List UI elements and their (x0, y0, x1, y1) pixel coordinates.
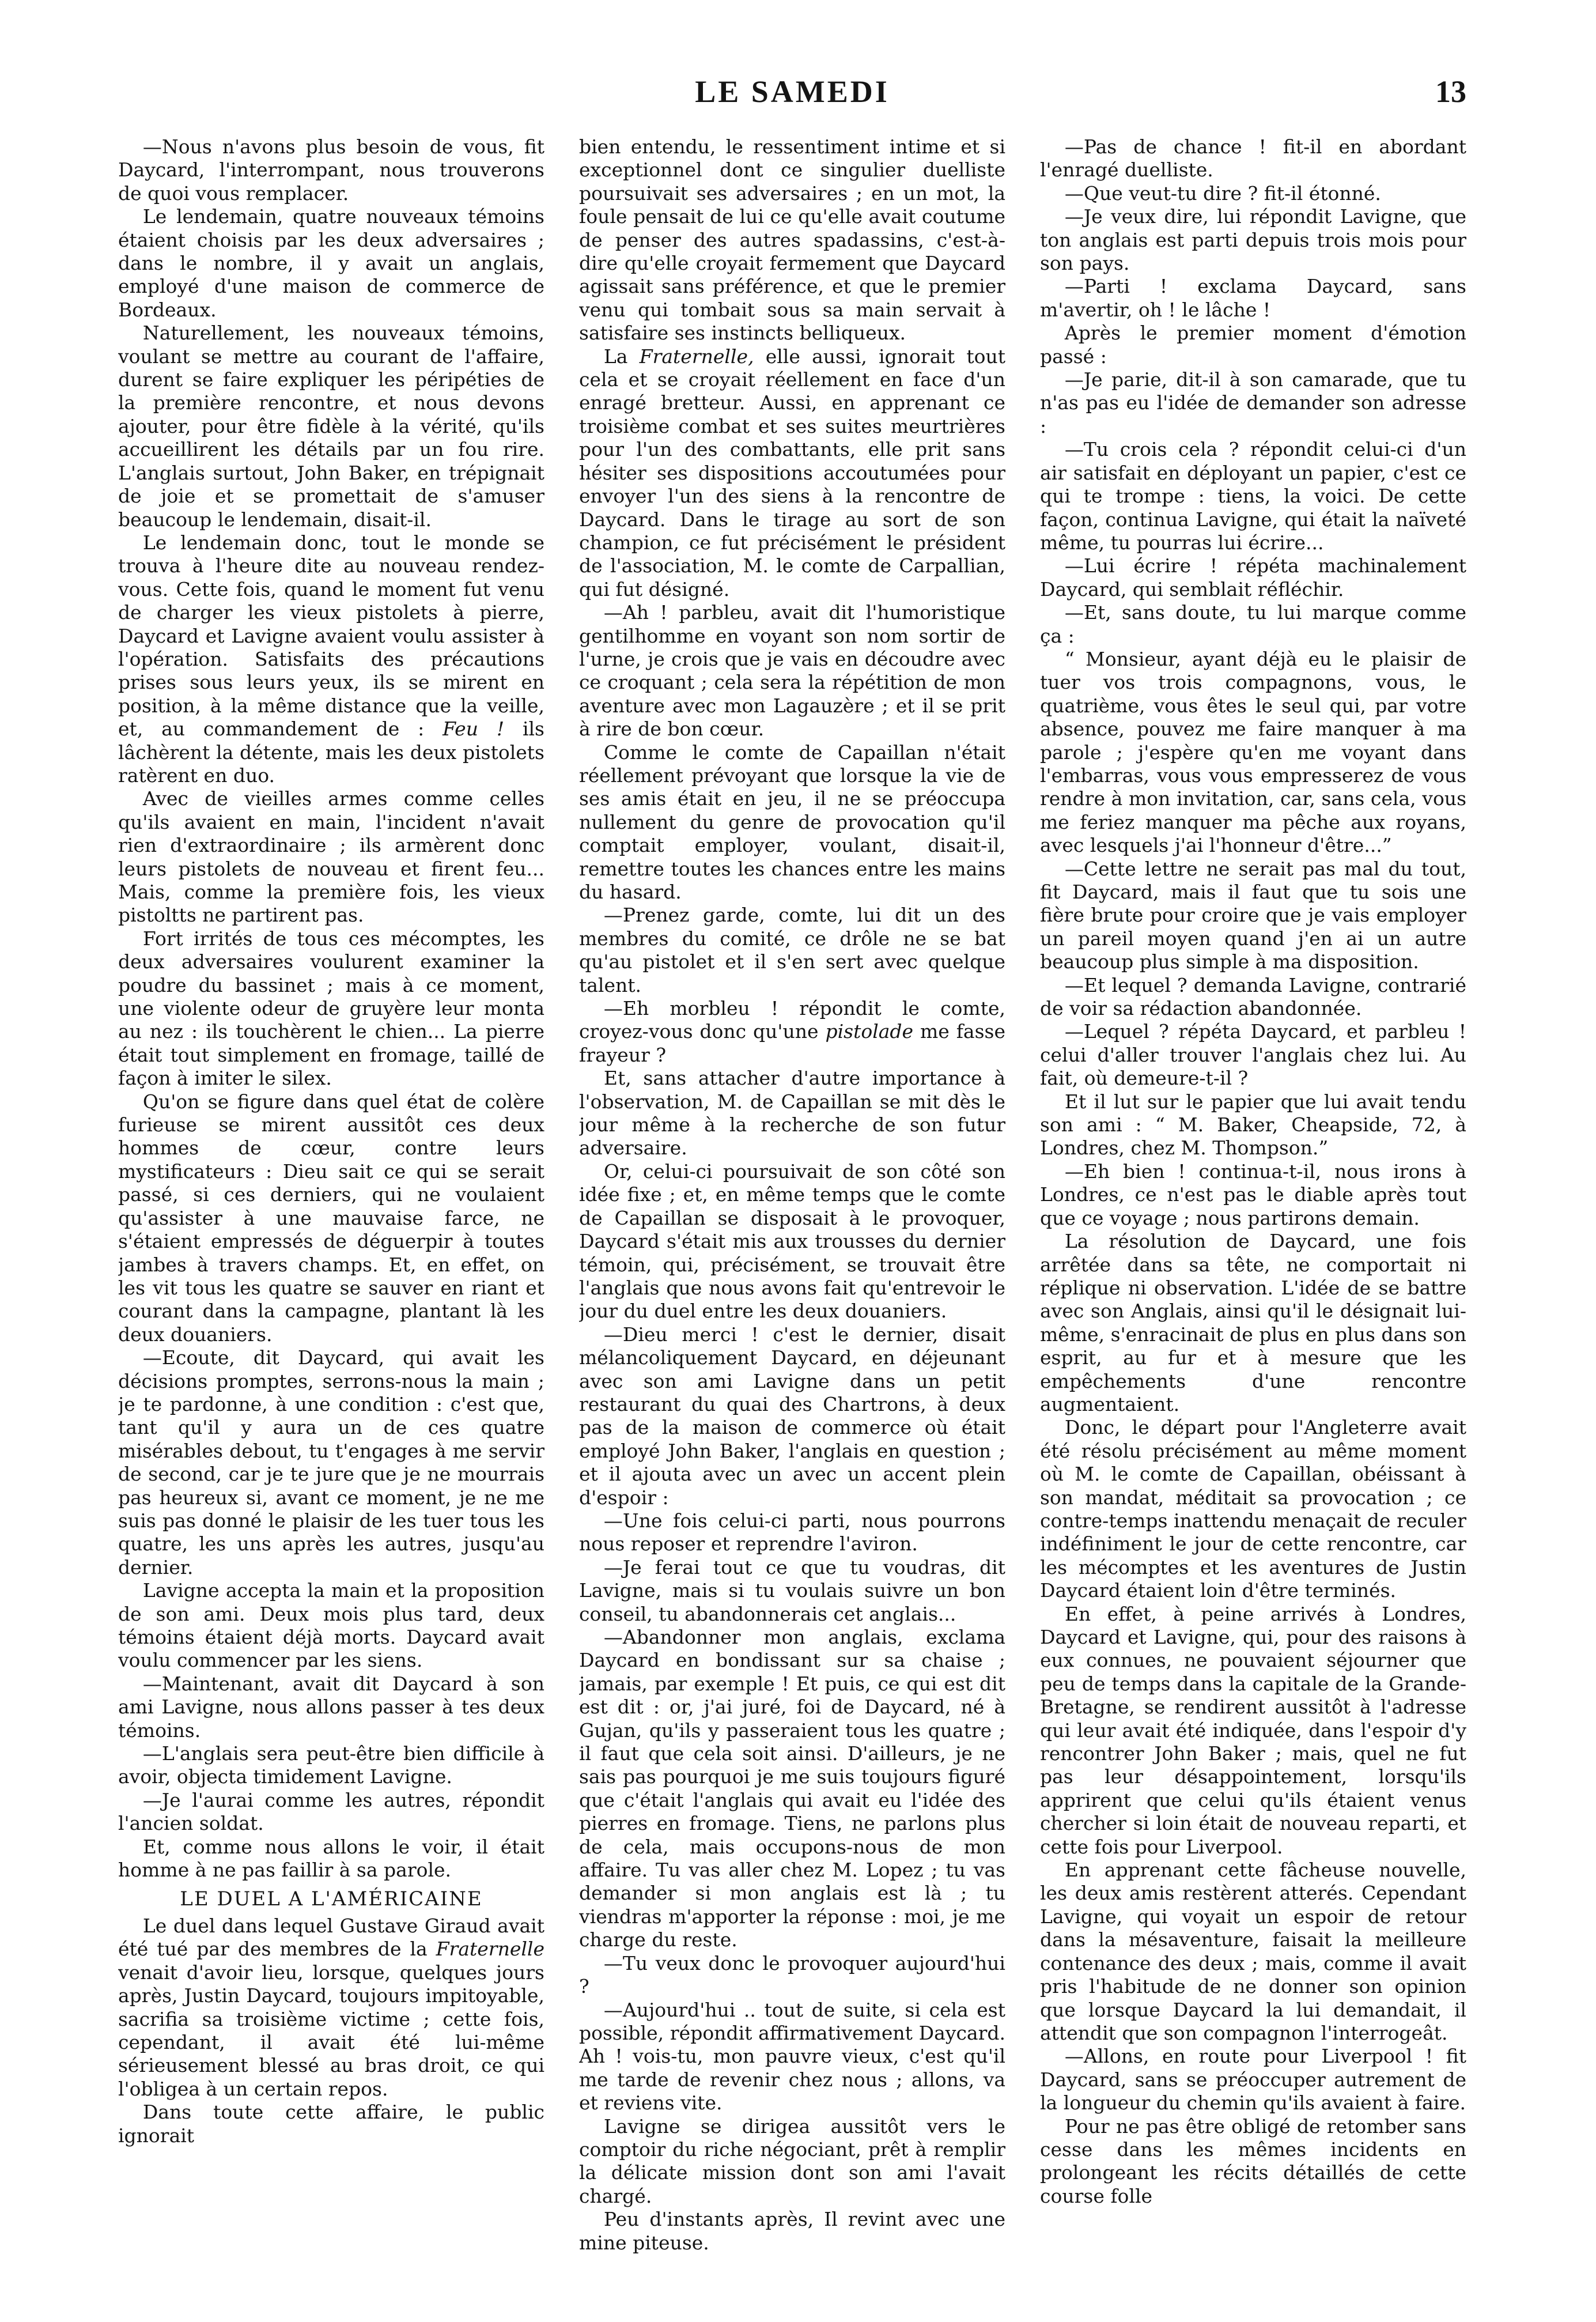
text-run: me fasse frayeur ? (579, 1020, 1005, 1066)
paragraph: bien entendu, le ressentiment intime et si exceptionnel dont ce singulier duelliste poursuivait ses adversaires ; en un mot, la foule pensait de lui ce qu'elle avait coutume de penser des autres spadassins, c'est-à-dire qu'elle croyait fermement que Daycard agissait sans préférence, et que le premier venu qui tombait sous sa main servait à satisfaire ses instincts belliqueux. (579, 135, 1005, 345)
paragraph: Et, comme nous allons le voir, il était homme à ne pas faillir à sa parole. (118, 1835, 544, 1882)
paragraph: —Ah ! parbleu, avait dit l'humoristique gentilhomme en voyant son nom sortir de l'urne, je crois que je vais en découdre avec ce croquant ; cela sera la répétition de mon aventure avec mon Lagauzère ; et il se prit à rire de bon cœur. (579, 601, 1005, 741)
text-run: La (603, 345, 628, 368)
italic-text: Fraternelle, (639, 345, 754, 368)
text-run: Le lendemain donc, tout le monde se trouva à l'heure dite au nouveau rendez-vous. Cette fois, quand le moment fut venu de charger les vieux pistolets à pierre, Daycard et Lavigne avaient voulu assister à l'opération. Satisfaits des précautions prises sous leurs yeux, ils se mirent en position, à la même distance que la veille, et, au commandement de : (118, 531, 544, 741)
paragraph: Le lendemain, quatre nouveaux témoins étaient choisis par les deux adversaires ; dans le nombre, il y avait un anglais, employé d'une maison de commerce de Bordeaux. (118, 205, 544, 321)
italic-text: pistolade (825, 1020, 914, 1043)
paragraph: Dans toute cette affaire, le public ignorait (118, 2101, 544, 2147)
paragraph: —Lui écrire ! répéta machinalement Daycard, qui semblait réfléchir. (1040, 554, 1466, 601)
text-run: elle aussi, ignorait tout cela et se croyait réellement en face d'un enragé bretteur. Aussi, en apprenant ce troisième combat et ses suites meurtrières pour l'un des combattants, elle prit sans hésiter ses dispositions accoutumées pour envoyer l'un des siens à la rencontre de Daycard. Dans le tirage au sort de son champion, ce fut précisément le président de l'association, M. le comte de Carpallian, qui fut désigné. (579, 345, 1005, 601)
paragraph: —Tu crois cela ? répondit celui-ci d'un air satisfait en déployant un papier, c'est ce qui te trompe : tiens, la voici. De cette façon, continua Lavigne, qui était la naïveté même, tu pourras lui écrire... (1040, 438, 1466, 554)
paragraph: Et il lut sur le papier que lui avait tendu son ami : “ M. Baker, Cheapside, 72, à Londres, chez M. Thompson.” (1040, 1090, 1466, 1160)
paragraph: —Prenez garde, comte, lui dit un des membres du comité, ce drôle ne se bat qu'au pistolet et il s'en sert avec quelque talent. (579, 904, 1005, 996)
paragraph: Donc, le départ pour l'Angleterre avait été résolu précisément au même moment où M. le comte de Capaillan, obéissant à son mandat, méditait sa provocation ; ce contre-temps inattendu menaçait de reculer indéfiniment le jour de cette rencontre, car les mécomptes et les aventures de Justin Daycard étaient loin d'être terminés. (1040, 1416, 1466, 1602)
paragraph: —Abandonner mon anglais, exclama Daycard en bondissant sur sa chaise ; jamais, par exemple ! Et puis, ce qui est dit est dit : or, j'ai juré, foi de Daycard, né à Gujan, qu'ils y passeraient tous les quatre ; il faut que cela soit ainsi. D'ailleurs, je ne sais pas pourquoi je me suis toujours figuré que c'était l'anglais qui avait eu l'idée des pierres en fromage. Tiens, ne parlons plus de cela, mais occupons-nous de mon affaire. Tu vas aller chez M. Lopez ; tu vas demander si mon anglais est là ; tu viendras m'apporter la réponse : moi, je me charge du reste. (579, 1626, 1005, 1951)
paragraph: Naturellement, les nouveaux témoins, voulant se mettre au courant de l'affaire, durent se faire expliquer les péripéties de la première rencontre, et nous devons ajouter, pour être fidèle à la vérité, qu'ils accueillirent les détails par un fou rire. L'anglais surtout, John Baker, en trépignait de joie et se promettait de s'amuser beaucoup le lendemain, disait-il. (118, 322, 544, 531)
paragraph: —Nous n'avons plus besoin de vous, fit Daycard, l'interrompant, nous trouverons de quoi vous remplacer. (118, 135, 544, 205)
paragraph: —Maintenant, avait dit Daycard à son ami Lavigne, nous allons passer à tes deux témoins. (118, 1672, 544, 1742)
paragraph: —Allons, en route pour Liverpool ! fit Daycard, sans se préoccuper autrement de la longueur du chemin qu'ils avaient à faire. (1040, 2045, 1466, 2115)
paragraph: —Et lequel ? demanda Lavigne, contrarié de voir sa rédaction abandonnée. (1040, 973, 1466, 1020)
paragraph: —Je veux dire, lui répondit Lavigne, que ton anglais est parti depuis trois mois pour son pays. (1040, 205, 1466, 275)
paragraph: —Lequel ? répéta Daycard, et parbleu ! celui d'aller trouver l'anglais chez lui. Au fait, où demeure-t-il ? (1040, 1020, 1466, 1090)
paragraph: —Et, sans doute, tu lui marque comme ça : (1040, 601, 1466, 647)
paragraph (118, 1915, 544, 2101)
text-run: venait d'avoir lieu, lorsque, quelques jours après, Justin Daycard, toujours impitoyable, sacrifia sa troisième victime ; cette fois, cependant, il avait été lui-même sérieusement blessé au bras droit, ce qui l'obligea à un certain repos. (118, 1961, 544, 2100)
paragraph: Comme le comte de Capaillan n'était réellement prévoyant que lorsque la vie de ses amis était en jeu, il ne se préoccupa nullement du genre de provocation qu'il comptait employer, voulant, disait-il, remettre toutes les chances entre les mains du hasard. (579, 741, 1005, 903)
paragraph: Et, sans attacher d'autre importance à l'observation, M. de Capaillan se mit dès le jour même à la recherche de son futur adversaire. (579, 1067, 1005, 1160)
paragraph: En effet, à peine arrivés à Londres, Daycard et Lavigne, qui, pour des raisons à eux connues, ne pouvaient séjourner que peu de temps dans la capitale de la Grande-Bretagne, se rendirent aussitôt à l'adresse qui leur avait été indiquée, dans l'espoir d'y rencontrer John Baker ; mais, quel ne fut pas leur désappointement, lorsqu'ils apprirent que celui qu'ils étaient venus chercher si loin était de nouveau reparti, et cette fois pour Liverpool. (1040, 1602, 1466, 1858)
paragraph: —Je ferai tout ce que tu voudras, dit Lavigne, mais si tu voulais suivre un bon conseil, tu abandonnerais cet anglais... (579, 1555, 1005, 1625)
paragraph: Qu'on se figure dans quel état de colère furieuse se mirent aussitôt ces deux hommes de cœur, contre leurs mystificateurs : Dieu sait ce qui se serait passé, si ces derniers, qui ne voulaient qu'assister à une mauvaise farce, ne s'étaient empressés de déguerpir à toutes jambes à travers champs. Et, en effet, on les vit tous les quatre se sauver en riant et courant dans la campagne, plantant là les deux douaniers. (118, 1090, 544, 1346)
paragraph: Or, celui-ci poursuivait de son côté son idée fixe ; et, en même temps que le comte de Capaillan se disposait à le provoquer, Daycard s'était mis aux trousses du dernier témoin, qui, précisément, se trouvait être l'anglais que nous avons fait qu'entrevoir le jour du duel entre les deux douaniers. (579, 1160, 1005, 1323)
paragraph (579, 997, 1005, 1067)
page-number: 13 (1435, 74, 1466, 109)
paragraph (118, 531, 544, 787)
column-3 (1040, 135, 1466, 2279)
paragraph: —Eh bien ! continua-t-il, nous irons à Londres, ce n'est pas le diable après tout que ce voyage ; nous partirons demain. (1040, 1160, 1466, 1229)
paragraph: Après le premier moment d'émotion passé : (1040, 322, 1466, 368)
paragraph: Pour ne pas être obligé de retomber sans cesse dans les mêmes incidents en prolongeant les récits détaillés de cette course folle (1040, 2115, 1466, 2207)
paragraph: —Cette lettre ne serait pas mal du tout, fit Daycard, mais il faut que tu sois une fière brute pour croire que je vais employer un pareil moyen quand j'en ai un autre beaucoup plus simple à ma disposition. (1040, 857, 1466, 973)
column-1 (118, 135, 544, 2279)
paragraph: Lavigne se dirigea aussitôt vers le comptoir du riche négociant, prêt à remplir la délicate mission dont son ami l'avait chargé. (579, 2115, 1005, 2207)
text-run: Le duel dans lequel Gustave Giraud avait été tué par des membres de la (118, 1914, 544, 1961)
paragraph: —Parti ! exclama Daycard, sans m'avertir, oh ! le lâche ! (1040, 275, 1466, 321)
paragraph: —Aujourd'hui .. tout de suite, si cela est possible, répondit affirmativement Daycard. Ah ! vois-tu, mon pauvre vieux, c'est qu'il me tarde de revenir chez nous ; allons, va et reviens vite. (579, 1998, 1005, 2115)
paragraph: —Je l'aurai comme les autres, répondit l'ancien soldat. (118, 1788, 544, 1835)
paragraph: Fort irrités de tous ces mécomptes, les deux adversaires voulurent examiner la poudre du bassinet ; mais à ce moment, une violente odeur de gruyère leur monta au nez : ils touchèrent le chien... La pierre était tout simplement en fromage, taillé de façon à imiter le silex. (118, 927, 544, 1090)
paragraph: —Tu veux donc le provoquer aujourd'hui ? (579, 1951, 1005, 1998)
paragraph: —Une fois celui-ci parti, nous pourrons nous reposer et reprendre l'aviron. (579, 1509, 1005, 1555)
paragraph: Lavigne accepta la main et la proposition de son ami. Deux mois plus tard, deux témoins étaient déjà morts. Daycard avait voulu commencer par les siens. (118, 1579, 544, 1672)
italic-text: Fraternelle (436, 1938, 544, 1961)
paragraph: —Ecoute, dit Daycard, qui avait les décisions promptes, serrons-nous la main ; je te pardonne, à une condition : c'est que, tant qu'il y aura un de ces quatre misérables debout, tu t'engages à me servir de second, car je te jure que je ne mourrais pas heureux si, avant ce moment, je ne me suis pas donné le plaisir de les tuer tous les quatre, les uns après les autres, jusqu'au dernier. (118, 1346, 544, 1579)
paragraph: —L'anglais sera peut-être bien difficile à avoir, objecta timidement Lavigne. (118, 1742, 544, 1788)
quoted-letter: “ Monsieur, ayant déjà eu le plaisir de tuer vos trois compagnons, vous, le quatrième, vous êtes le seul qui, par votre absence, pouvez me faire manquer à ma parole ; j'espère qu'en me voyant dans l'embarras, vous vous empresserez de vous rendre à mon invitation, car, sans cela, vous me feriez manquer ma pêche aux royans, avec lesquels j'ai l'honneur d'être...” (1040, 647, 1466, 857)
text-run: ils lâchèrent la détente, mais les deux pistolets ratèrent en duo. (118, 718, 544, 787)
paragraph: —Pas de chance ! fit-il en abordant l'enragé duelliste. (1040, 135, 1466, 182)
italic-text: Feu ! (443, 718, 505, 741)
paragraph: —Que veut-tu dire ? fit-il étonné. (1064, 182, 1381, 205)
section-heading: LE DUEL A L'AMÉRICAINE (180, 1887, 483, 1911)
paragraph: En apprenant cette fâcheuse nouvelle, les deux amis restèrent atterés. Cependant Lavigne, qui voyait un espoir de retour dans la mésaventure, faisait la meilleure contenance des deux ; mais, comme il avait pris l'habitude de ne donner son opinion que lorsque Daycard la lui demandait, il attendit que son compagnon l'interrogeât. (1040, 1859, 1466, 2044)
paragraph: La résolution de Daycard, une fois arrêtée dans sa tête, ne comportait ni réplique ni observation. L'idée de se battre avec son Anglais, ainsi qu'il le désignait lui-même, s'enracinait de plus en plus dans son esprit, au fur et à mesure que les empêchements d'une rencontre augmentaient. (1040, 1230, 1466, 1415)
paragraph: —Dieu merci ! c'est le dernier, disait mélancoliquement Daycard, en déjeunant avec son ami Lavigne dans un petit restaurant du quai des Chartrons, à deux pas de la maison de commerce où était employé John Baker, l'anglais en question ; et il ajouta avec un avec un accent plein d'espoir : (579, 1323, 1005, 1509)
paragraph: —Je parie, dit-il à son camarade, que tu n'as pas eu l'idée de demander son adresse : (1040, 368, 1466, 437)
paragraph: Peu d'instants après, Il revint avec une mine piteuse. (579, 2208, 1005, 2254)
column-2 (579, 135, 1005, 2279)
paragraph: Avec de vieilles armes comme celles qu'ils avaient en main, l'incident n'avait rien d'extraordinaire ; ils armèrent donc leurs pistolets de nouveau et firent feu... Mais, comme la première fois, les vieux pistoltts ne partirent pas. (118, 787, 544, 927)
paragraph (579, 345, 1005, 601)
page-header (118, 74, 1466, 126)
text-run: —Eh morbleu ! répondit le comte, croyez-vous donc qu'une (579, 997, 1005, 1043)
article-columns (118, 135, 1466, 2279)
publication-title: LE SAMEDI (695, 74, 890, 109)
